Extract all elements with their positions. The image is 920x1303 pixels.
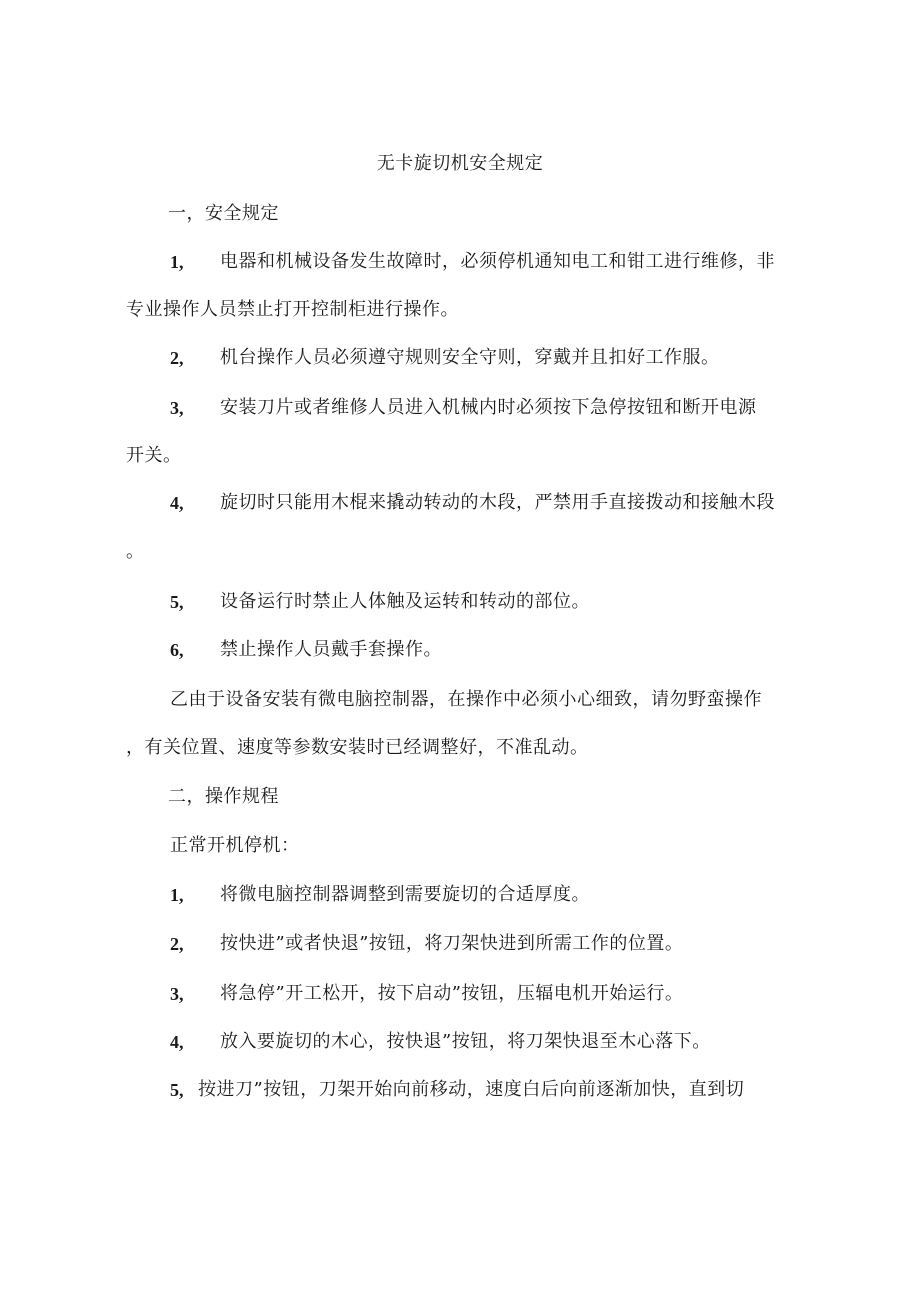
step-text: 按快进”或者快退”按钮，将刀架快进到所需工作的位置。 xyxy=(220,933,684,954)
step-number: 1, xyxy=(170,885,184,905)
rule-text-continued: 。 xyxy=(126,541,145,562)
step-text: 放入要旋切的木心，按快退”按钮，将刀架快退至木心落下。 xyxy=(220,1031,711,1052)
rule-text: 设备运行时禁止人体触及运转和转动的部位。 xyxy=(220,591,590,612)
step-number: 4, xyxy=(170,1032,184,1052)
rule-number: 6, xyxy=(170,640,184,660)
note-paragraph: 乙由于设备安装有微电脑控制器，在操作中必须小心细致，请勿野蛮操作 xyxy=(170,689,762,710)
rule-text: 旋切时只能用木棍来撬动转动的木段，严禁用手直接拨动和接触木段 xyxy=(220,492,775,513)
note-paragraph-continued: ，有关位置、速度等参数安装时已经调整好，不准乱动。 xyxy=(126,737,589,758)
step-text: 按进刀”按钮，刀架开始向前移动，速度白后向前逐渐加快，直到切 xyxy=(198,1079,745,1100)
step-number: 5, xyxy=(170,1080,184,1100)
rule-number: 3, xyxy=(170,398,184,418)
rule-number: 2, xyxy=(170,348,184,368)
step-number: 3, xyxy=(170,984,184,1004)
section-heading-operation: 二，操作规程 xyxy=(168,786,279,807)
step-text: 将急停”开工松开，按下启动”按钮，压辐电机开始运行。 xyxy=(220,983,684,1004)
section-heading-safety: 一，安全规定 xyxy=(168,203,279,224)
rule-text-continued: 专业操作人员禁止打开控制柜进行操作。 xyxy=(126,299,459,320)
rule-number: 5, xyxy=(170,592,184,612)
rule-text: 禁止操作人员戴手套操作。 xyxy=(220,639,442,660)
rule-text: 机台操作人员必须遵守规则安全守则，穿戴并且扣好工作服。 xyxy=(220,347,720,368)
subheading: 正常开机停机： xyxy=(170,835,300,856)
step-text: 将微电脑控制器调整到需要旋切的合适厚度。 xyxy=(220,884,590,905)
step-number: 2, xyxy=(170,934,184,954)
rule-text: 安装刀片或者维修人员进入机械内时必须按下急停按钮和断开电源 xyxy=(220,397,757,418)
rule-number: 1, xyxy=(170,252,184,272)
rule-text-continued: 开关。 xyxy=(126,445,182,466)
document-title: 无卡旋切机安全规定 xyxy=(376,153,544,174)
rule-text: 电器和机械设备发生故障时，必须停机通知电工和钳工进行维修，非 xyxy=(220,251,775,272)
rule-number: 4, xyxy=(170,493,184,513)
